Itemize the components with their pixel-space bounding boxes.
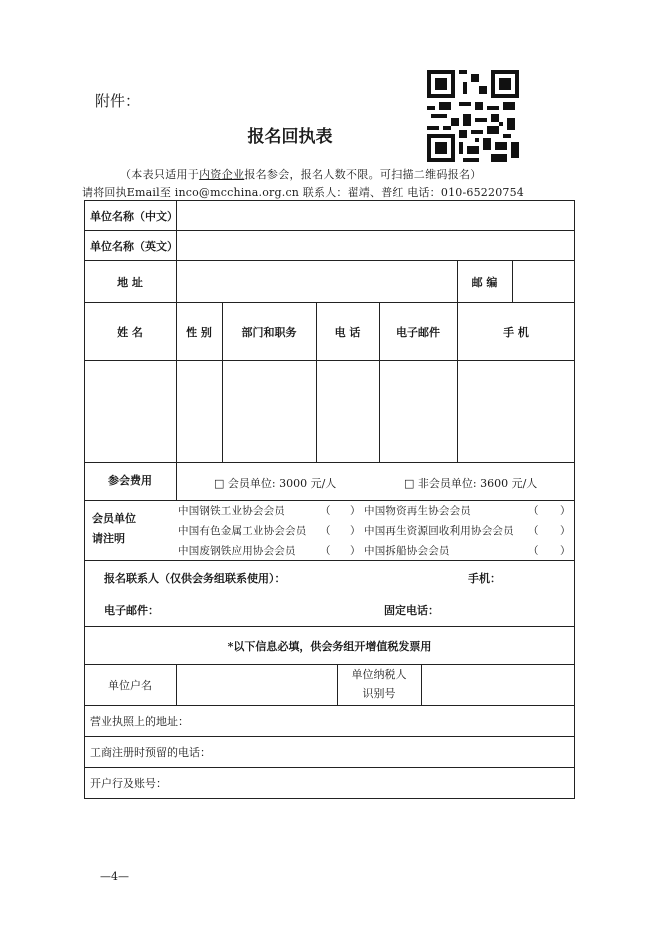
postcode-label: 邮 编 [471, 276, 498, 289]
row-divider [84, 736, 575, 737]
member-association: 中国再生资源回收利用协会会员 [364, 525, 514, 537]
row-divider [84, 767, 575, 768]
paren-close: ） [350, 545, 361, 557]
paren-open: （ [528, 505, 539, 517]
column-divider [512, 260, 513, 302]
address-label: 地 址 [117, 276, 143, 289]
contact-line: 请将回执Email至 inco@mcchina.org.cn 联系人：翟靖、普红 电话：010-65220754 [82, 186, 524, 199]
row-divider [84, 462, 575, 463]
column-divider [421, 664, 422, 705]
row-divider [84, 626, 575, 627]
unit-name-en-label: 单位名称（英文） [90, 240, 178, 253]
paren-close: ） [560, 545, 571, 557]
column-divider [457, 260, 458, 462]
invoice-note: *以下信息必填，供会务组开增值税发票用 [227, 640, 432, 653]
column-header-name: 姓 名 [117, 326, 143, 339]
paren-open: （ [320, 505, 331, 517]
paren-open: （ [528, 525, 539, 537]
registered-phone-label: 工商注册时预留的电话： [90, 746, 211, 759]
taxpayer-id-label-2: 识别号 [362, 687, 396, 700]
paren-open: （ [528, 545, 539, 557]
column-header-gender: 性 别 [186, 326, 212, 339]
unit-name-cn-label: 单位名称（中文） [90, 210, 178, 223]
paren-open: （ [320, 525, 331, 537]
mobile-label: 手机： [468, 572, 501, 585]
row-divider [84, 302, 575, 303]
attachment-label: 附件： [95, 92, 141, 110]
taxpayer-id-label: 单位纳税人 [351, 668, 407, 681]
page-number: —4— [100, 870, 129, 883]
paren-close: ） [560, 525, 571, 537]
member-label: 会员单位 [92, 512, 136, 525]
license-address-label: 营业执照上的地址： [90, 715, 189, 728]
column-header-department: 部门和职务 [241, 326, 297, 339]
fee-nonmember-option[interactable]: □ 非会员单位: 3600 元/人 [404, 477, 538, 490]
column-divider [176, 664, 177, 705]
note-underlined: 内资企业 [199, 168, 245, 181]
column-header-phone: 电 话 [334, 326, 361, 339]
fee-member-option[interactable]: □ 会员单位: 3000 元/人 [214, 477, 337, 490]
member-association: 中国钢铁工业协会会员 [178, 505, 285, 517]
row-divider [84, 260, 575, 261]
member-association: 中国物资再生协会会员 [364, 505, 471, 517]
fee-label: 参会费用 [108, 474, 152, 487]
row-divider [84, 560, 575, 561]
member-association: 中国废钢铁应用协会会员 [178, 545, 296, 557]
row-divider [84, 664, 575, 665]
email-label: 电子邮件： [104, 604, 159, 617]
member-association: 中国有色金属工业协会会员 [178, 525, 307, 537]
row-divider [84, 500, 575, 501]
member-association: 中国拆船协会会员 [364, 545, 450, 557]
landline-label: 固定电话： [384, 604, 439, 617]
form-note: （本表只适用于内资企业报名参会，报名人数不限。可扫描二维码报名） [120, 168, 482, 181]
paren-close: ） [350, 525, 361, 537]
form-title: 报名回执表 [247, 127, 333, 147]
member-note-label: 请注明 [92, 532, 125, 545]
paren-open: （ [320, 545, 331, 557]
column-header-email: 电子邮件 [396, 326, 440, 339]
row-divider [84, 705, 575, 706]
account-name-label: 单位户名 [108, 679, 152, 692]
row-divider [84, 230, 575, 231]
column-header-mobile: 手 机 [503, 326, 529, 339]
paren-close: ） [350, 505, 361, 517]
qr-code-icon [427, 70, 519, 162]
registrant-contact-label: 报名联系人（仅供会务组联系使用）： [104, 572, 286, 585]
paren-close: ） [560, 505, 571, 517]
bank-account-label: 开户行及账号： [90, 777, 167, 790]
row-divider [84, 360, 575, 361]
